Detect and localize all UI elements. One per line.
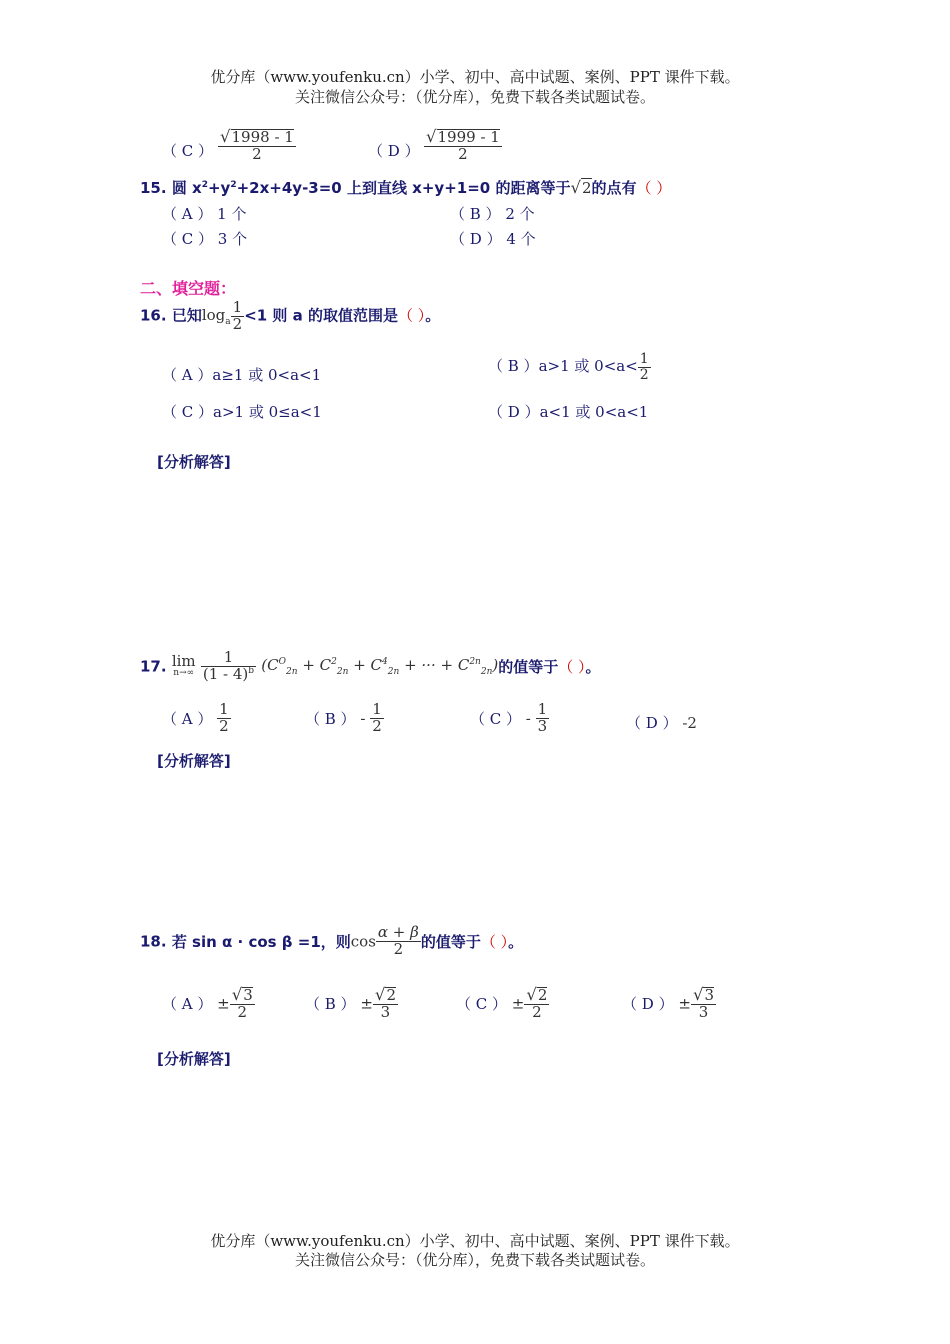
q14-option-d-value: $\frac{√1999 - 1}{2}$ xyxy=(426,127,500,163)
q16-option-a: （ A ）a≥1 或 0<a<1 xyxy=(162,366,322,384)
q15-stem: 15. 圆 $x^2+y^2+2x+4y-3=0$ 上到直线 x+y+1=0 的距离等于√2的点有（ ） xyxy=(140,178,672,197)
q15-sqrt-value: 2 xyxy=(581,179,592,197)
q14-option-d-label: （ D ） xyxy=(368,142,420,160)
q18-analysis-label: [分析解答] xyxy=(157,1050,231,1068)
q14-d-numerator: 1999 - 1 xyxy=(437,128,500,146)
q15-option-b: （ B ） 2 个 xyxy=(450,205,535,223)
footer-line-2: 关注微信公众号：（优分库），免费下载各类试题试卷。 xyxy=(294,1251,655,1269)
section-2-title: 二、填空题： xyxy=(140,279,237,298)
q17-answer-blank: （ ） xyxy=(558,657,586,676)
q16-answer-blank: （ ） xyxy=(397,306,426,325)
q15-option-a: （ A ） 1 个 xyxy=(162,205,247,223)
q15-option-d: （ D ） 4 个 xyxy=(450,230,536,248)
header-line-1: 优分库（www.youfenku.cn）小学、初中、高中试题、案例、PPT 课件下载。 xyxy=(210,68,740,86)
q14-option-c-value: $\frac{√1998 - 1}{2}$ xyxy=(220,127,294,163)
q17-stem: 17. lim n→∞ $\frac{1}{(1 - 4)^b}$ ($C^O_{2n} + C^2_{2n} + C^4_{2n}$ + ··· + $C^{2n}_{2n}$)的值等于（ ）。 xyxy=(140,648,601,683)
q18-option-c: （ C ） ± $\frac{√2}{2}$ xyxy=(456,985,548,1021)
q18-option-d: （ D ） ± $\frac{√3}{3}$ xyxy=(622,985,714,1021)
header-line-2: 关注微信公众号：（优分库），免费下载各类试题试卷。 xyxy=(294,88,655,106)
q17-option-b: （ B ） - $\frac{1}{2}$ xyxy=(305,700,382,735)
q18-option-a: （ A ） ± $\frac{√3}{2}$ xyxy=(162,985,253,1021)
q18-answer-blank: （ ） xyxy=(480,932,509,951)
q17-option-a: （ A ） $\frac{1}{2}$ xyxy=(162,700,229,735)
q15-answer-blank: （ ） xyxy=(636,179,672,197)
q17-option-d: （ D ） -2 xyxy=(626,714,697,732)
q14-d-denominator: 2 xyxy=(424,146,502,163)
q18-stem: 18. 若 sin α · cos β =1，则cos $\frac{\alpha + \beta}{2}$ 的值等于（ ）。 xyxy=(140,923,524,958)
q14-option-c-label: （ C ） xyxy=(162,142,214,160)
q14-c-numerator: 1998 - 1 xyxy=(231,128,294,146)
q16-analysis-label: [分析解答] xyxy=(157,453,231,471)
footer-line-1: 优分库（www.youfenku.cn）小学、初中、高中试题、案例、PPT 课件下载。 xyxy=(210,1232,740,1250)
q16-stem: 16. 已知$\log_a$ $\frac{1}{2}$ <1 则 a 的取值范围是（ ）。 xyxy=(140,298,441,333)
q17-option-c: （ C ） - $\frac{1}{3}$ xyxy=(470,700,548,735)
q15-option-c: （ C ） 3 个 xyxy=(162,230,248,248)
q16-option-b: （ B ）a>1 或 0<a< $\frac{1}{2}$ xyxy=(488,351,649,383)
q18-option-b: （ B ） ± $\frac{√2}{3}$ xyxy=(305,985,396,1021)
q16-option-c: （ C ）a>1 或 0≤a<1 xyxy=(162,403,322,421)
q14-c-denominator: 2 xyxy=(218,146,296,163)
q16-option-d: （ D ）a<1 或 0<a<1 xyxy=(488,403,649,421)
q17-analysis-label: [分析解答] xyxy=(157,752,231,770)
